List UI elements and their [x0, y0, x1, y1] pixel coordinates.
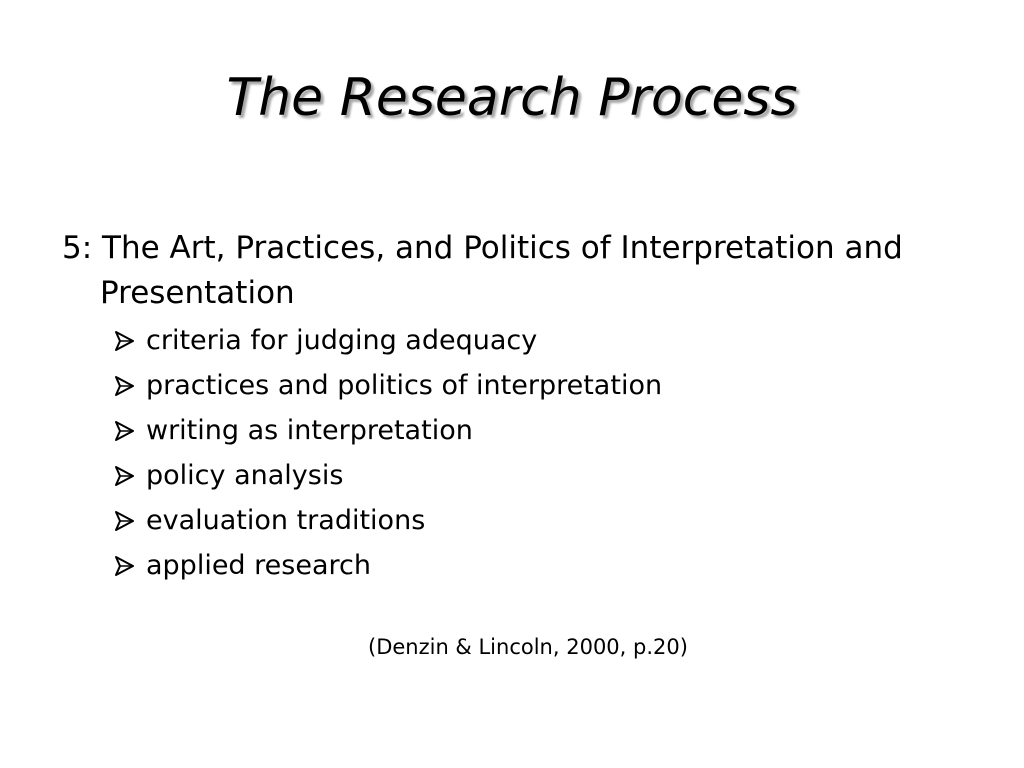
arrow-bullet-icon [112, 463, 138, 489]
list-item-label: policy analysis [146, 460, 344, 491]
citation: (Denzin & Lincoln, 2000, p.20) [368, 635, 688, 659]
list-item-label: applied research [146, 550, 371, 581]
list-item [112, 318, 662, 363]
list-item-label: evaluation traditions [146, 505, 426, 536]
arrow-bullet-icon [112, 508, 138, 534]
main-point: 5: The Art, Practices, and Politics of Interpretation and Presentation [62, 230, 903, 311]
list-item-label: practices and politics of interpretation [146, 370, 663, 401]
list-item [112, 453, 662, 498]
arrow-bullet-icon [112, 553, 138, 579]
list-item [112, 363, 662, 408]
list-item [112, 543, 662, 588]
list-item [112, 408, 662, 453]
list-item [112, 498, 662, 543]
arrow-bullet-icon [112, 328, 138, 354]
list-item-label: writing as interpretation [146, 415, 473, 446]
slide-title: The Research Process [226, 68, 798, 128]
sub-point-list [112, 318, 662, 588]
arrow-bullet-icon [112, 373, 138, 399]
list-item-label: criteria for judging adequacy [146, 325, 538, 356]
arrow-bullet-icon [112, 418, 138, 444]
